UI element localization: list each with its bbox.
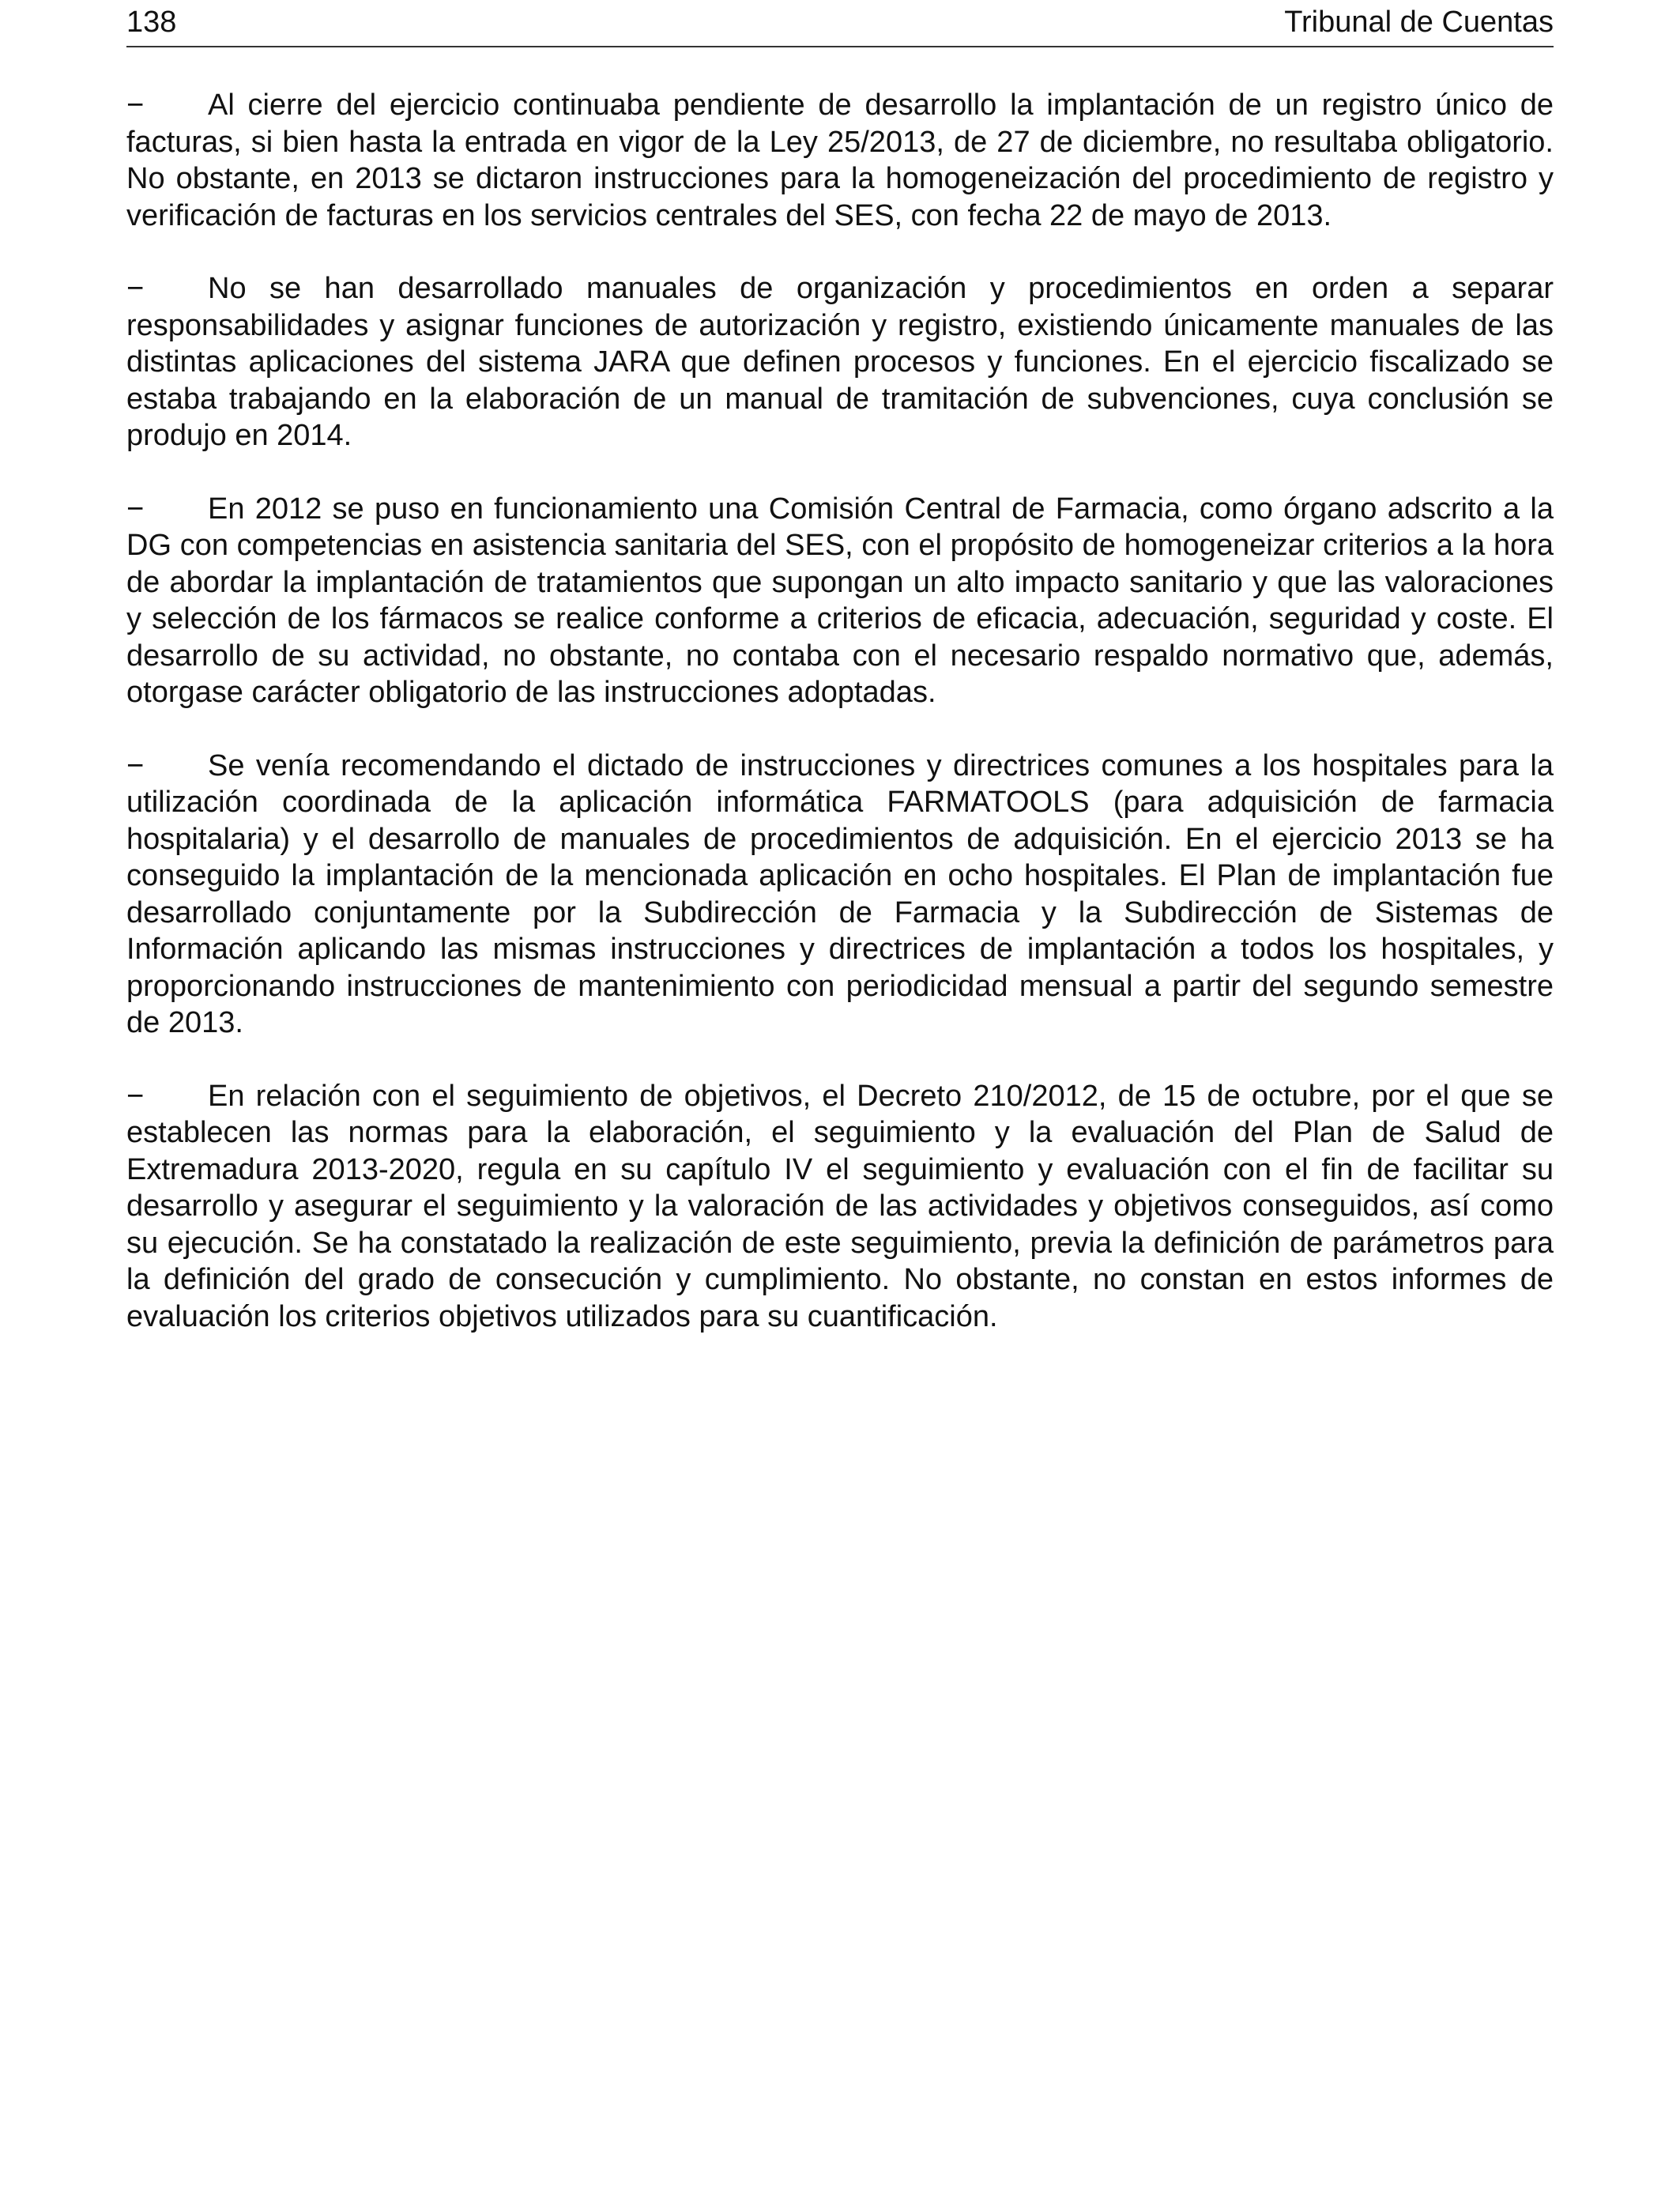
page-header: [126, 6, 1554, 47]
bullet-dash: −: [126, 272, 145, 305]
bullet-dash: −: [126, 1079, 145, 1113]
bullet-paragraph-5: [126, 1078, 1554, 1336]
bullet-dash: −: [126, 492, 145, 526]
bullet-dash: −: [126, 89, 145, 122]
paragraph-text: En 2012 se puso en funcionamiento una Comisión Central de Farmacia, como órgano adscrito a la DG con competencias en asistencia sanitaria del SES, con el propósito de homogeneizar criterios a la hora de abordar la implantación de tratamientos que supongan un alto impacto sanitario y que las valoraciones y selección de los fármacos se realice conforme a criterios de eficacia, adecuación, seguridad y coste. El desarrollo de su actividad, no obstante, no contaba con el necesario respaldo normativo que, además, otorgase carácter obligatorio de las instrucciones adoptadas.: [126, 492, 1554, 709]
bullet-dash: −: [126, 748, 145, 782]
bullet-paragraph-4: [126, 748, 1554, 1042]
bullet-paragraph-2: [126, 270, 1554, 454]
paragraph-text: En relación con el seguimiento de objetivos, el Decreto 210/2012, de 15 de octubre, por el que se establecen las normas para la elaboración, el seguimiento y la evaluación del Plan de Salud de Extremadura 2013-2020, regula en su capítulo IV el seguimiento y evaluación con el fin de facilitar su desarrollo y asegurar el seguimiento y la valoración de las actividades y objetivos conseguidos, así como su ejecución. Se ha constatado la realización de este seguimiento, previa la definición de parámetros para la definición del grado de consecución y cumplimiento. No obstante, no constan en estos informes de evaluación los criterios objetivos utilizados para su cuantificación.: [126, 1079, 1554, 1333]
document-body: [126, 87, 1554, 1371]
paragraph-text: No se han desarrollado manuales de organización y procedimientos en orden a separar responsabilidades y asignar funciones de autorización y registro, existiendo únicamente manuales de las distintas aplicaciones del sistema JARA que definen procesos y funciones. En el ejercicio fiscalizado se estaba trabajando en la elaboración de un manual de tramitación de subvenciones, cuya conclusión se produjo en 2014.: [126, 272, 1554, 452]
bullet-paragraph-1: [126, 87, 1554, 234]
paragraph-text: Al cierre del ejercicio continuaba pendiente de desarrollo la implantación de un registro único de facturas, si bien hasta la entrada en vigor de la Ley 25/2013, de 27 de diciembre, no resultaba obligatorio. No obstante, en 2013 se dictaron instrucciones para la homogeneización del procedimiento de registro y verificación de facturas en los servicios centrales del SES, con fecha 22 de mayo de 2013.: [126, 89, 1554, 232]
publication-name: Tribunal de Cuentas: [1284, 6, 1554, 39]
bullet-paragraph-3: [126, 491, 1554, 711]
paragraph-text: Se venía recomendando el dictado de instrucciones y directrices comunes a los hospitales para la utilización coordinada de la aplicación informática FARMATOOLS (para adquisición de farmacia hospitalaria) y el desarrollo de manuales de procedimientos de adquisición. En el ejercicio 2013 se ha conseguido la implantación de la mencionada aplicación en ocho hospitales. El Plan de implantación fue desarrollado conjuntamente por la Subdirección de Farmacia y la Subdirección de Sistemas de Información aplicando las mismas instrucciones y directrices de implantación a todos los hospitales, y proporcionando instrucciones de mantenimiento con periodicidad mensual a partir del segundo semestre de 2013.: [126, 748, 1554, 1039]
page-number: 138: [126, 6, 177, 39]
